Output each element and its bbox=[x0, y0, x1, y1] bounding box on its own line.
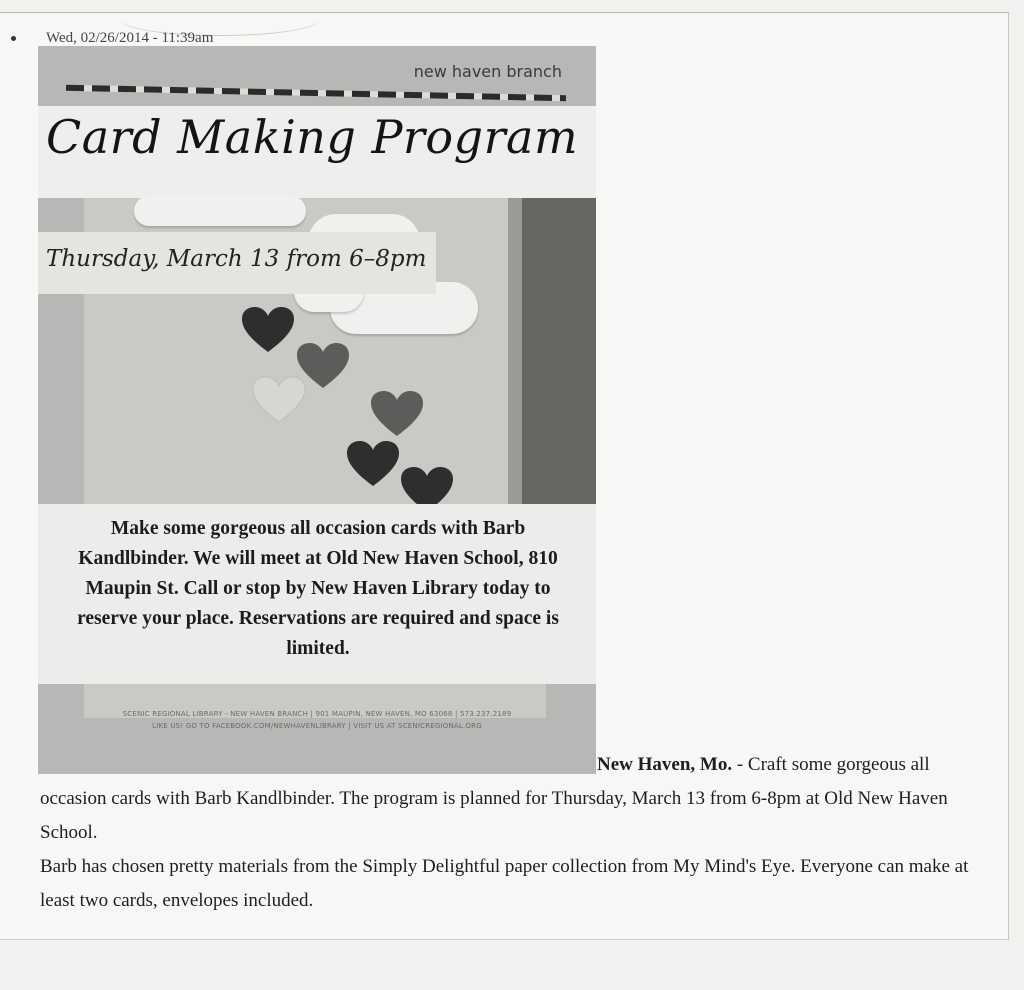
flyer-footer-line: LIKE US! GO TO FACEBOOK.COM/NEWHAVENLIBRARY | VISIT US AT SCENICREGIONAL.ORG bbox=[152, 722, 482, 730]
post-timestamp: Wed, 02/26/2014 - 11:39am bbox=[46, 30, 214, 46]
flyer-title: Card Making Program bbox=[46, 110, 579, 164]
event-flyer bbox=[38, 46, 596, 774]
cloud-shape bbox=[134, 196, 306, 226]
flyer-date: Thursday, March 13 from 6–8pm bbox=[46, 246, 427, 272]
article-lead-text: - Craft some gorgeous all occasion cards with Barb Kandlbinder. The program is planned for Thursday, March 13 from 6-8pm at Old New Haven School. bbox=[40, 754, 948, 843]
heart-icon bbox=[241, 306, 295, 354]
heart-icon bbox=[370, 390, 424, 438]
flyer-branch: new haven branch bbox=[413, 62, 562, 81]
twine-decoration bbox=[66, 85, 566, 101]
bullet-icon bbox=[11, 36, 16, 41]
flyer-description: Make some gorgeous all occasion cards with Barb Kandlbinder. We will meet at Old New Haven School, 810 Maupin St. Call or stop by New Haven Library today to reserve your place. Reservations are required and space is limited. bbox=[77, 518, 559, 659]
post-meta bbox=[11, 30, 213, 47]
heart-icon bbox=[346, 440, 400, 488]
card-stripe bbox=[522, 196, 596, 546]
article-body bbox=[40, 748, 996, 918]
article-paragraph: Barb has chosen pretty materials from the Simply Delightful paper collection from My Mind's Eye. Everyone can make at least two cards, envelopes included. bbox=[40, 856, 969, 911]
flyer-footer-line: SCENIC REGIONAL LIBRARY - NEW HAVEN BRANCH | 901 MAUPIN, NEW HAVEN, MO 63068 | 573.237.2189 bbox=[122, 710, 512, 718]
article-dateline: New Haven, Mo. bbox=[597, 754, 733, 775]
flyer-footer bbox=[38, 708, 596, 732]
heart-icon bbox=[252, 376, 306, 424]
article-lead bbox=[40, 748, 996, 850]
